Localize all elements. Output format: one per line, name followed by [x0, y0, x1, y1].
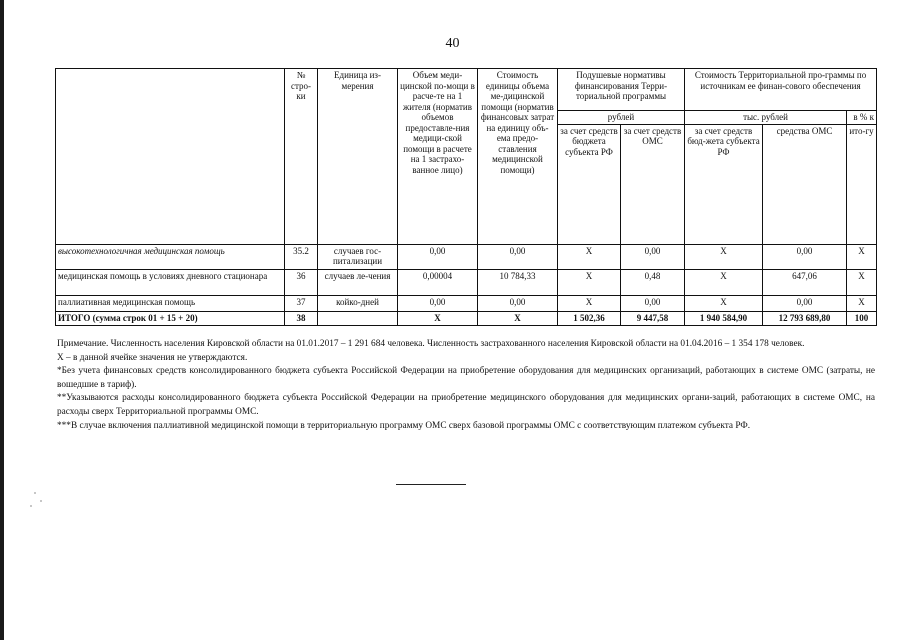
left-scan-edge — [0, 0, 4, 640]
row-total-percent: Х — [847, 269, 877, 295]
total-name: ИТОГО (сумма строк 01 + 15 + 20) — [56, 311, 285, 325]
header-program-cost: Стоимость Территориальной про-граммы по источникам ее финан-сового обеспечения — [685, 69, 877, 111]
header-oms-source: за счет средств ОМС — [621, 124, 685, 244]
table-row — [56, 295, 877, 311]
total-budget: 1 940 584,90 — [685, 311, 763, 325]
row-total-budget: Х — [685, 269, 763, 295]
financing-table — [55, 68, 877, 326]
scan-speck — [34, 492, 36, 494]
total-pc-budget: 1 502,36 — [558, 311, 621, 325]
notes-block — [57, 338, 875, 433]
row-pc-oms: 0,00 — [621, 244, 685, 269]
scan-speck — [30, 505, 32, 507]
total-cost: Х — [478, 311, 558, 325]
row-unit: случаев ле-чения — [318, 269, 398, 295]
table-row — [56, 269, 877, 295]
note-x-legend: Х – в данной ячейке значения не утверждаются. — [57, 352, 248, 363]
header-unit-thousand-rubles: тыс. рублей — [685, 111, 847, 125]
header-oms-total: средства ОМС — [763, 124, 847, 244]
row-volume: 0,00 — [398, 295, 478, 311]
header-volume: Объем меди-цинской по-мощи в расче-те на 1 жителя (норматив объемов предоставле-ния медици-ской помощи в расчете на 1 застрахо-ванное лицо) — [398, 69, 478, 245]
row-number: 36 — [285, 269, 318, 295]
scan-speck — [40, 500, 42, 502]
row-cost: 0,00 — [478, 295, 558, 311]
row-pc-budget: Х — [558, 269, 621, 295]
total-row — [56, 311, 877, 325]
row-pc-oms: 0,00 — [621, 295, 685, 311]
note-footnote-3: ***В случае включения паллиативной медицинской помощи в территориальную программу ОМС сверх базовой программы ОМС с соответствующим платежом субъекта РФ. — [57, 420, 751, 431]
total-percent: 100 — [847, 311, 877, 325]
row-total-oms: 0,00 — [763, 244, 847, 269]
total-oms: 12 793 689,80 — [763, 311, 847, 325]
row-pc-budget: Х — [558, 244, 621, 269]
row-volume: 0,00004 — [398, 269, 478, 295]
header-row-number: № стро-ки — [285, 69, 318, 245]
row-unit: случаев гос-питализации — [318, 244, 398, 269]
total-unit — [318, 311, 398, 325]
page-number: 40 — [445, 36, 460, 51]
row-total-budget: Х — [685, 295, 763, 311]
row-number: 35.2 — [285, 244, 318, 269]
row-pc-oms: 0,48 — [621, 269, 685, 295]
row-cost: 0,00 — [478, 244, 558, 269]
note-footnote-2: **Указываются расходы консолидированного бюджета субъекта Российской Федерации на приобретение медицинского оборудования для медицинских органи-заций, работающих в системе ОМС, на расходы сверх Территориальной программы ОМС. — [57, 393, 875, 417]
row-name: паллиативная медицинская помощь — [56, 295, 285, 311]
note-population: Примечание. Численность населения Кировской области на 01.01.2017 – 1 291 684 человека. Численность застрахованного населения Кировской области на 01.04.2016 – 1 354 178 человек. — [57, 339, 805, 349]
row-cost: 10 784,33 — [478, 269, 558, 295]
row-pc-budget: Х — [558, 295, 621, 311]
header-budget-total: за счет средств бюд-жета субъекта РФ — [685, 124, 763, 244]
row-volume: 0,00 — [398, 244, 478, 269]
bottom-separator-line — [396, 484, 466, 485]
row-total-percent: Х — [847, 244, 877, 269]
row-total-budget: Х — [685, 244, 763, 269]
table-row — [56, 244, 877, 269]
row-total-percent: Х — [847, 295, 877, 311]
row-name: высокотехнологичная медицинская помощь — [56, 244, 285, 269]
row-number: 37 — [285, 295, 318, 311]
header-per-capita-norms: Подушевые нормативы финансирования Терри-ториальной программы — [558, 69, 685, 111]
row-name: медицинская помощь в условиях дневного стационара — [56, 269, 285, 295]
total-volume: Х — [398, 311, 478, 325]
note-footnote-1: *Без учета финансовых средств консолидированного бюджета субъекта Российской Федерации на приобретение оборудования для медицинских организаций, работающих в системе ОМС (затраты, не вошедшие в тариф). — [57, 366, 875, 390]
header-unit-cost: Стоимость единицы объема ме-дицинской помощи (норматив финансовых затрат на единицу объ-ема предо-ставления медицинской помощи) — [478, 69, 558, 245]
header-budget-source: за счет средств бюджета субъекта РФ — [558, 124, 621, 244]
header-unit-rubles: рублей — [558, 111, 685, 125]
header-blank-cell — [56, 69, 285, 245]
row-total-oms: 647,06 — [763, 269, 847, 295]
total-number: 38 — [285, 311, 318, 325]
row-total-oms: 0,00 — [763, 295, 847, 311]
row-unit: койко-дней — [318, 295, 398, 311]
header-unit: Единица из-мерения — [318, 69, 398, 245]
header-unit-percent: в % к — [847, 111, 877, 125]
header-percent-total: ито-гу — [847, 124, 877, 244]
total-pc-oms: 9 447,58 — [621, 311, 685, 325]
